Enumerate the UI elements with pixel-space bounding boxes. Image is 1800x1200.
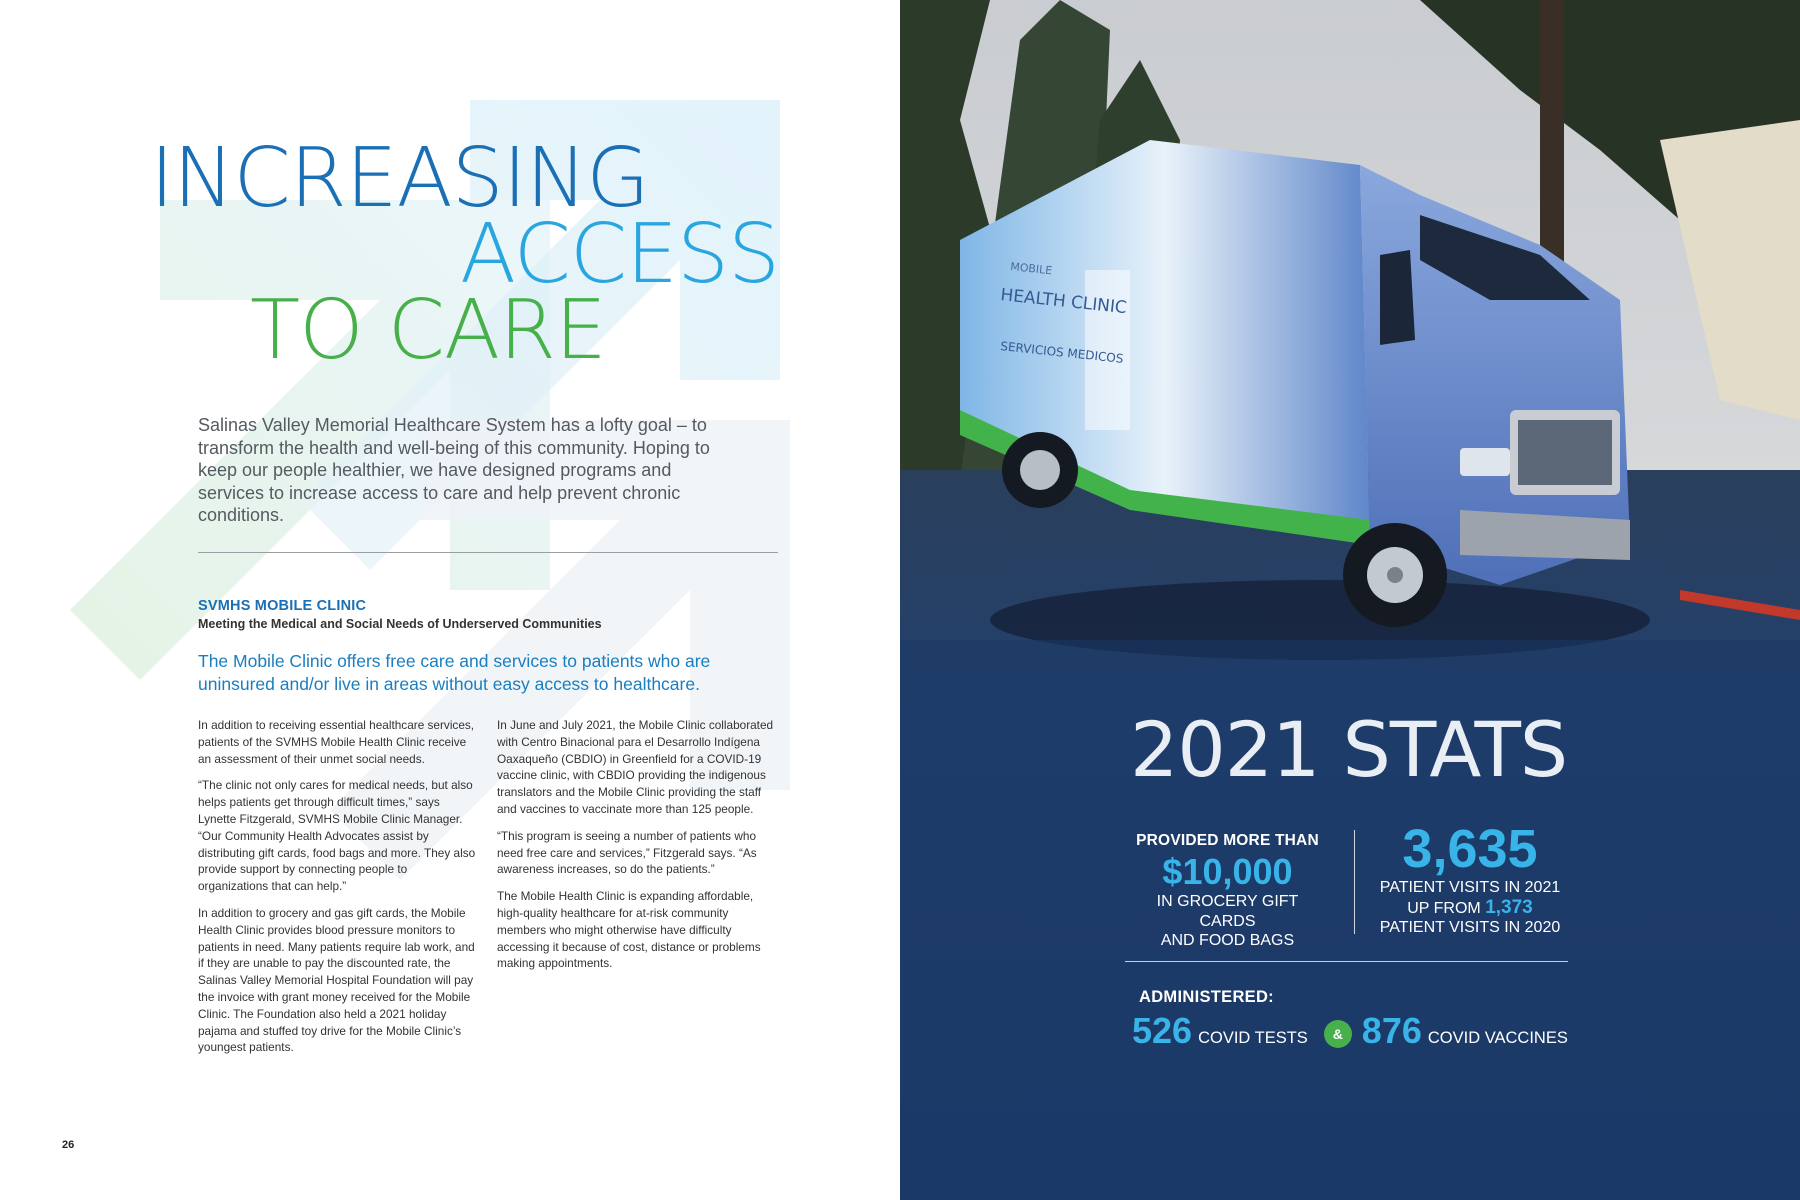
body-paragraph: “This program is seeing a number of patients who need free care and services,” Fitzgerald says. “As awareness increases, so do the patients.” xyxy=(497,828,757,877)
stat-up-from-label: UP FROM xyxy=(1407,899,1481,917)
stat-patient-visits-caption-3: PATIENT VISITS IN 2020 xyxy=(1379,919,1561,936)
van-text-mobile: MOBILE xyxy=(1009,260,1053,278)
title-line-3: TO CARE xyxy=(250,283,606,378)
stat-prior-visits-value: 1,373 xyxy=(1485,896,1533,918)
van-text-servicios: SERVICIOS MEDICOS xyxy=(999,339,1125,366)
stat-patient-visits xyxy=(1375,820,1565,938)
section-divider xyxy=(198,552,778,553)
covid-vaccines-value: 876 xyxy=(1361,1010,1422,1051)
stats-horizontal-divider xyxy=(1125,961,1568,962)
lead-paragraph: The Mobile Clinic offers free care and services to patients who are uninsured and/or live in areas without easy access to healthcare. xyxy=(198,651,711,694)
intro-paragraph: Salinas Valley Memorial Healthcare System has a lofty goal – to transform the health and well-being of this community. Hoping to keep our people healthier, we have designed programs and services to increase access to care and help prevent chronic conditions. xyxy=(198,415,710,525)
section-subtitle: Meeting the Medical and Social Needs of Underserved Communities xyxy=(198,617,602,631)
body-paragraph: “The clinic not only cares for medical needs, but also helps patients get through difficult times,” says Lynette Fitzgerald, SVMHS Mobile Clinic Manager. “Our Community Health Advocates assist by distributing gift cards, food bags and more. They also provide support by connecting people to organizations that can help.” xyxy=(198,778,476,894)
body-paragraph: In addition to receiving essential healthcare services, patients of the SVMHS Mobile Health Clinic receive an assessment of their unmet social needs. xyxy=(198,718,475,766)
stat-gift-cards-value: $10,000 xyxy=(1162,851,1293,892)
stats-vertical-divider xyxy=(1354,830,1355,934)
stat-patient-visits-value: 3,635 xyxy=(1402,819,1538,879)
body-paragraph: In June and July 2021, the Mobile Clinic collaborated with Centro Binacional para el Desarrollo Indígena Oaxaqueño (CBDIO) in Greenfield for a COVID-19 vaccine clinic, with CBDIO providing the indigenous translators and the Mobile Clinic providing the staff and vaccines to vaccinate more than 125 people. xyxy=(497,718,774,816)
title-line-2: ACCESS xyxy=(460,207,780,302)
stat-gift-cards-label: PROVIDED MORE THAN xyxy=(1136,832,1319,849)
stat-gift-cards xyxy=(1130,832,1325,951)
stats-title xyxy=(1130,705,1568,794)
body-paragraph: In addition to grocery and gas gift cards, the Mobile Health Clinic provides blood pressure monitors to patients in need. Many patients require lab work, and if they are unable to pay the discounted rate, the Salinas Valley Memorial Hospital Foundation will pay the invoice with grant money received for the Mobile Clinic. The Foundation also held a 2021 holiday pajama and stuffed toy drive for the Mobile Clinic’s youngest patients. xyxy=(198,905,475,1055)
van-text-health-clinic: HEALTH CLINIC xyxy=(999,285,1128,319)
stat-gift-cards-caption-2: AND FOOD BAGS xyxy=(1160,932,1295,949)
covid-vaccines-label: COVID VACCINES xyxy=(1427,1029,1568,1047)
page-number: 26 xyxy=(62,1139,75,1151)
body-paragraph: The Mobile Health Clinic is expanding affordable, high-quality healthcare for at-risk community members who might otherwise have difficulty accessing it because of cost, distance or problems making appointments. xyxy=(497,889,761,971)
stat-patient-visits-caption-1: PATIENT VISITS IN 2021 xyxy=(1379,879,1561,896)
stat-gift-cards-caption-1: IN GROCERY GIFT CARDS xyxy=(1156,893,1299,930)
administered-label: ADMINISTERED: xyxy=(1139,988,1274,1006)
stats-title-word: STATS xyxy=(1342,705,1568,794)
ampersand-badge: & xyxy=(1324,1020,1352,1048)
stat-patient-visits-caption-2 xyxy=(1375,898,1565,919)
covid-tests-value: 526 xyxy=(1132,1010,1193,1051)
section-title: SVMHS MOBILE CLINIC xyxy=(198,598,367,614)
body-column-2 xyxy=(497,717,775,982)
body-column-1 xyxy=(198,717,476,1066)
title-line-1: INCREASING xyxy=(150,131,649,226)
stats-title-year: 2021 xyxy=(1130,705,1320,794)
administered-row xyxy=(1132,1010,1568,1054)
covid-tests-label: COVID TESTS xyxy=(1198,1029,1308,1047)
